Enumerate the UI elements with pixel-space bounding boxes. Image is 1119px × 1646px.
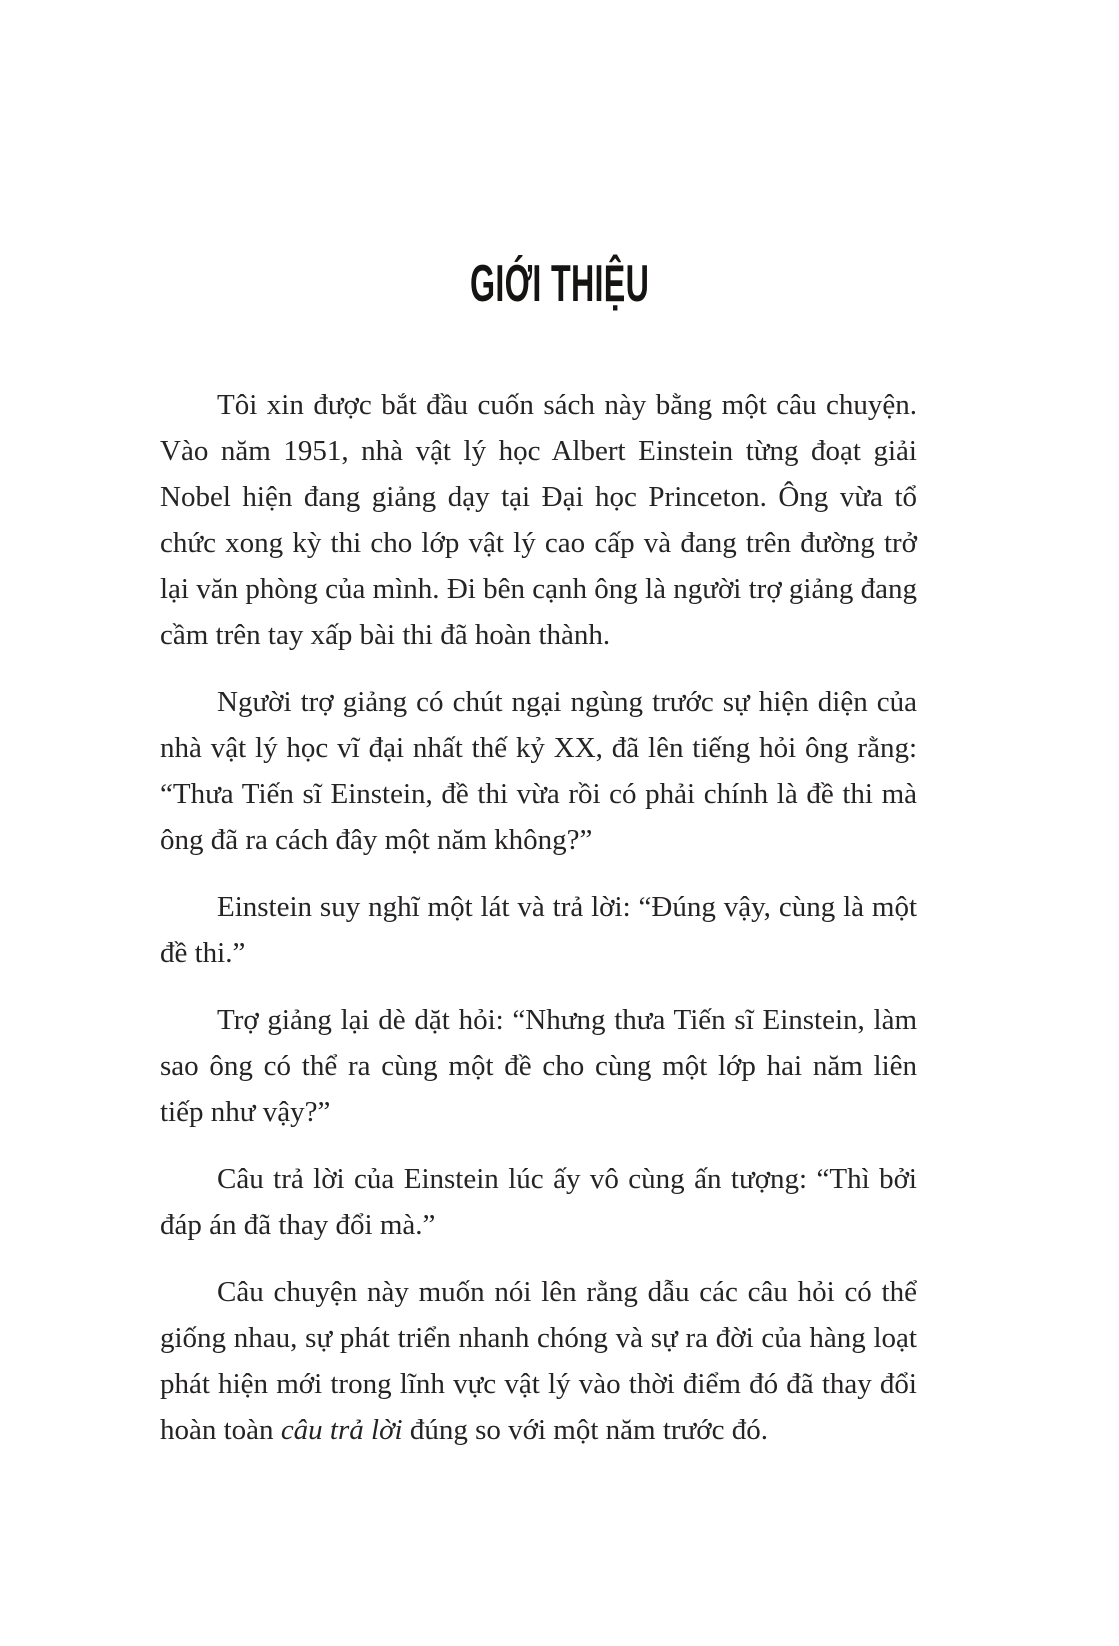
conclusion-italic-phrase: câu trả lời <box>280 1414 403 1446</box>
paragraph-conclusion <box>160 1269 917 1453</box>
conclusion-text-after: đúng so với một năm trước đó. <box>402 1414 768 1446</box>
paragraph-einstein-famous-reply: Câu trả lời của Einstein lúc ấy vô cùng ấn tượng: “Thì bởi đáp án đã thay đổi mà.” <box>160 1163 917 1241</box>
conclusion-text-before: Câu chuyện này muốn nói lên rằng dẫu các câu hỏi có thể giống nhau, sự phát triển nhanh chóng và sự ra đời của hàng loạt phát hiện mới trong lĩnh vực vật lý vào thời điểm đó đã thay đổi hoàn toàn <box>160 1276 917 1446</box>
paragraph-assistant-followup: Trợ giảng lại dè dặt hỏi: “Nhưng thưa Tiến sĩ Einstein, làm sao ông có thể ra cùng một đề cho cùng một lớp hai năm liên tiếp như vậy?” <box>160 1004 917 1128</box>
chapter-title: GIỚI THIỆU <box>469 255 650 313</box>
paragraph-story-intro: Tôi xin được bắt đầu cuốn sách này bằng một câu chuyện. Vào năm 1951, nhà vật lý học Albert Einstein từng đoạt giải Nobel hiện đang giảng dạy tại Đại học Princeton. Ông vừa tổ chức xong kỳ thi cho lớp vật lý cao cấp và đang trên đường trở lại văn phòng của mình. Đi bên cạnh ông là người trợ giảng đang cầm trên tay xấp bài thi đã hoàn thành. <box>160 389 917 651</box>
chapter-title-wrap <box>0 255 1119 313</box>
body-text <box>160 382 917 1453</box>
paragraph-assistant-question: Người trợ giảng có chút ngại ngùng trước sự hiện diện của nhà vật lý học vĩ đại nhất thế kỷ XX, đã lên tiếng hỏi ông rằng: “Thưa Tiến sĩ Einstein, đề thi vừa rồi có phải chính là đề thi mà ông đã ra cách đây một năm không?” <box>160 686 917 856</box>
paragraph-einstein-answer: Einstein suy nghĩ một lát và trả lời: “Đúng vậy, cùng là một đề thi.” <box>160 891 917 969</box>
